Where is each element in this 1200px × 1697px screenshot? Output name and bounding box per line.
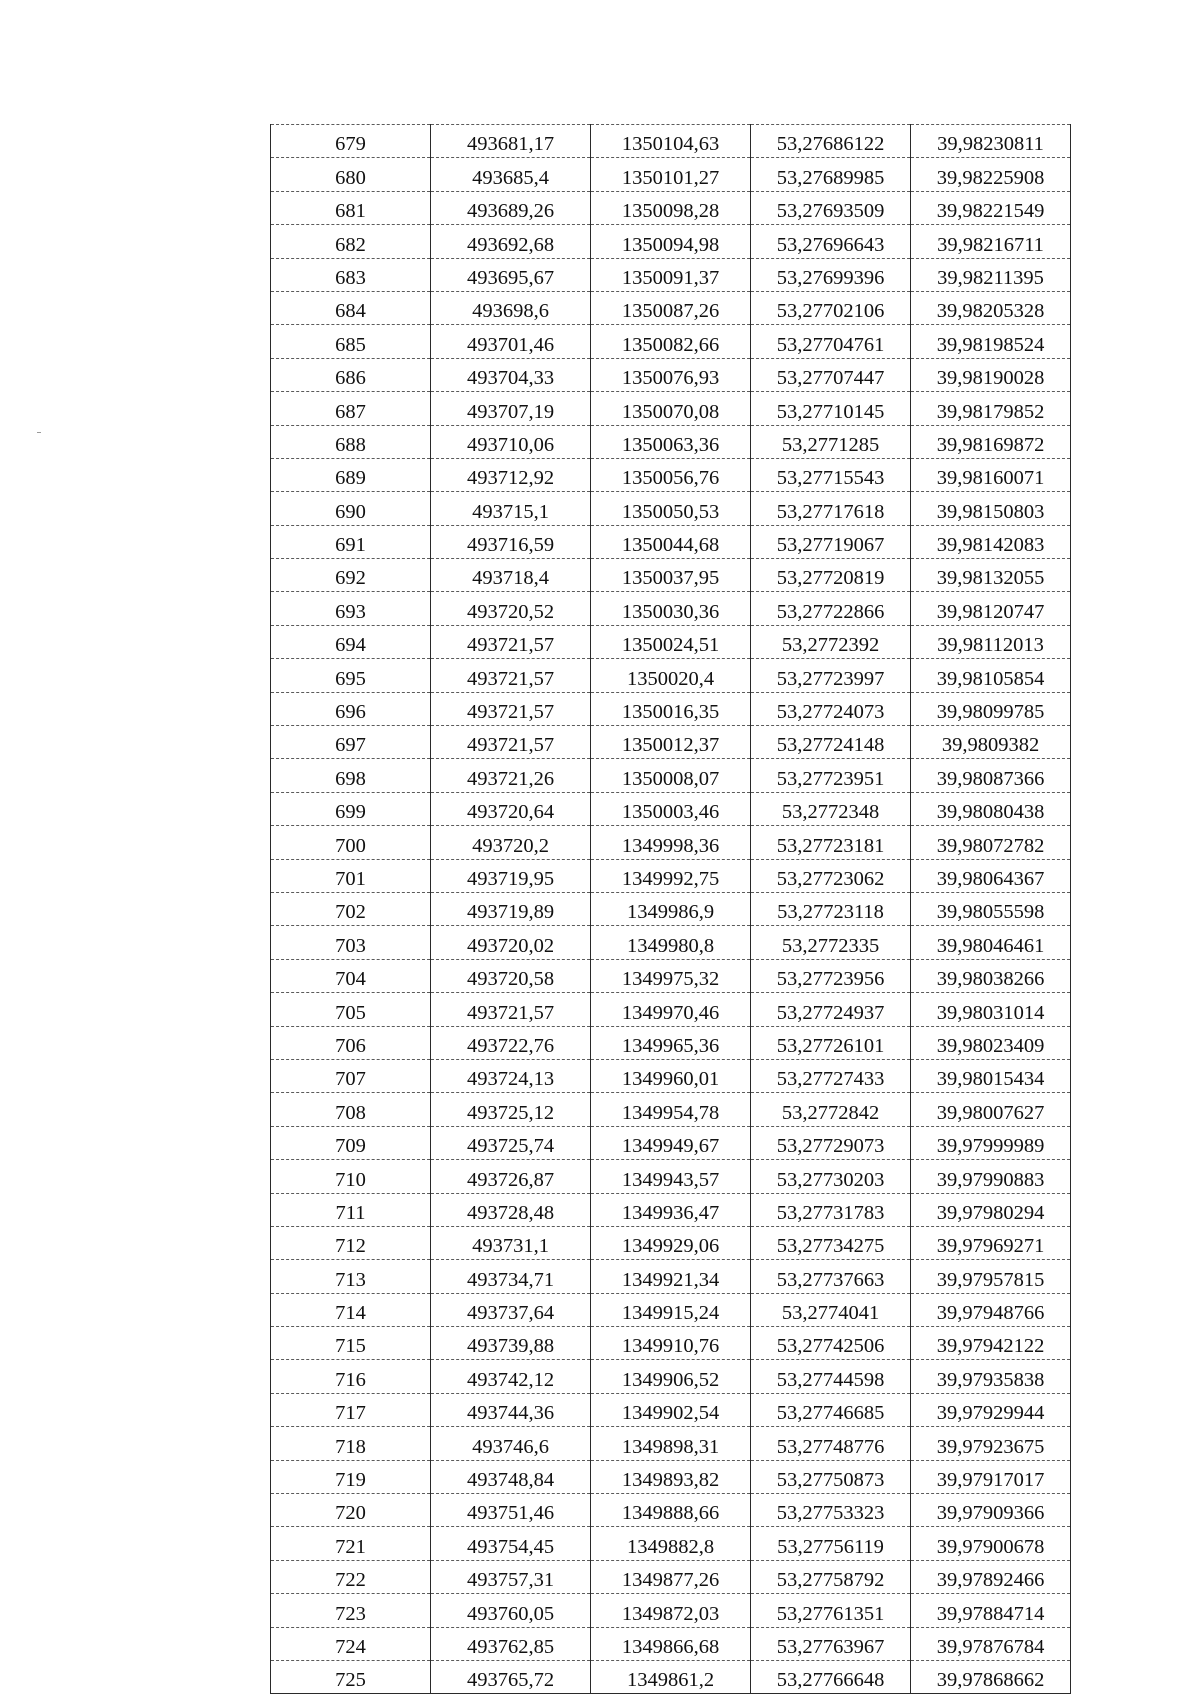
- x-coordinate-cell: 493721,57: [431, 625, 591, 658]
- y-coordinate-cell: 1349949,67: [591, 1126, 751, 1159]
- y-coordinate-cell: 1349929,06: [591, 1226, 751, 1259]
- latitude-cell: 53,27744598: [751, 1360, 911, 1393]
- longitude-cell: 39,98150803: [911, 492, 1071, 525]
- x-coordinate-cell: 493724,13: [431, 1059, 591, 1092]
- point-number-cell: 688: [271, 425, 431, 458]
- table-row: [271, 1193, 1071, 1226]
- latitude-cell: 53,2772335: [751, 926, 911, 959]
- x-coordinate-cell: 493746,6: [431, 1427, 591, 1460]
- latitude-cell: 53,2772842: [751, 1093, 911, 1126]
- latitude-cell: 53,27766648: [751, 1660, 911, 1693]
- latitude-cell: 53,27724073: [751, 692, 911, 725]
- x-coordinate-cell: 493754,45: [431, 1527, 591, 1560]
- latitude-cell: 53,27704761: [751, 325, 911, 358]
- longitude-cell: 39,97999989: [911, 1126, 1071, 1159]
- table-row: [271, 258, 1071, 291]
- longitude-cell: 39,98031014: [911, 993, 1071, 1026]
- point-number-cell: 680: [271, 158, 431, 191]
- y-coordinate-cell: 1349915,24: [591, 1293, 751, 1326]
- table-row: [271, 659, 1071, 692]
- y-coordinate-cell: 1349992,75: [591, 859, 751, 892]
- y-coordinate-cell: 1349986,9: [591, 892, 751, 925]
- longitude-cell: 39,98038266: [911, 959, 1071, 992]
- longitude-cell: 39,9809382: [911, 726, 1071, 759]
- point-number-cell: 697: [271, 726, 431, 759]
- point-number-cell: 714: [271, 1293, 431, 1326]
- point-number-cell: 679: [271, 125, 431, 158]
- point-number-cell: 725: [271, 1660, 431, 1693]
- table-row: [271, 759, 1071, 792]
- x-coordinate-cell: 493692,68: [431, 225, 591, 258]
- longitude-cell: 39,98015434: [911, 1059, 1071, 1092]
- x-coordinate-cell: 493721,57: [431, 692, 591, 725]
- longitude-cell: 39,98205328: [911, 291, 1071, 324]
- longitude-cell: 39,98046461: [911, 926, 1071, 959]
- y-coordinate-cell: 1350050,53: [591, 492, 751, 525]
- table-row: [271, 559, 1071, 592]
- y-coordinate-cell: 1349921,34: [591, 1260, 751, 1293]
- longitude-cell: 39,97868662: [911, 1660, 1071, 1693]
- point-number-cell: 691: [271, 525, 431, 558]
- point-number-cell: 722: [271, 1560, 431, 1593]
- point-number-cell: 720: [271, 1494, 431, 1527]
- point-number-cell: 683: [271, 258, 431, 291]
- x-coordinate-cell: 493721,26: [431, 759, 591, 792]
- y-coordinate-cell: 1350098,28: [591, 191, 751, 224]
- y-coordinate-cell: 1350008,07: [591, 759, 751, 792]
- latitude-cell: 53,27715543: [751, 458, 911, 491]
- coordinates-table: [270, 124, 1071, 1694]
- point-number-cell: 718: [271, 1427, 431, 1460]
- x-coordinate-cell: 493742,12: [431, 1360, 591, 1393]
- y-coordinate-cell: 1349965,36: [591, 1026, 751, 1059]
- x-coordinate-cell: 493720,58: [431, 959, 591, 992]
- point-number-cell: 724: [271, 1627, 431, 1660]
- table-row: [271, 792, 1071, 825]
- x-coordinate-cell: 493734,71: [431, 1260, 591, 1293]
- x-coordinate-cell: 493731,1: [431, 1226, 591, 1259]
- x-coordinate-cell: 493748,84: [431, 1460, 591, 1493]
- table-row: [271, 1594, 1071, 1627]
- x-coordinate-cell: 493757,31: [431, 1560, 591, 1593]
- point-number-cell: 710: [271, 1160, 431, 1193]
- table-row: [271, 125, 1071, 158]
- y-coordinate-cell: 1350037,95: [591, 559, 751, 592]
- x-coordinate-cell: 493704,33: [431, 358, 591, 391]
- point-number-cell: 705: [271, 993, 431, 1026]
- point-number-cell: 715: [271, 1327, 431, 1360]
- x-coordinate-cell: 493685,4: [431, 158, 591, 191]
- point-number-cell: 685: [271, 325, 431, 358]
- y-coordinate-cell: 1350091,37: [591, 258, 751, 291]
- y-coordinate-cell: 1349898,31: [591, 1427, 751, 1460]
- point-number-cell: 692: [271, 559, 431, 592]
- x-coordinate-cell: 493739,88: [431, 1327, 591, 1360]
- longitude-cell: 39,98142083: [911, 525, 1071, 558]
- longitude-cell: 39,98023409: [911, 1026, 1071, 1059]
- latitude-cell: 53,2774041: [751, 1293, 911, 1326]
- y-coordinate-cell: 1350024,51: [591, 625, 751, 658]
- y-coordinate-cell: 1350012,37: [591, 726, 751, 759]
- latitude-cell: 53,27693509: [751, 191, 911, 224]
- x-coordinate-cell: 493721,57: [431, 726, 591, 759]
- point-number-cell: 721: [271, 1527, 431, 1560]
- table-row: [271, 1260, 1071, 1293]
- latitude-cell: 53,27689985: [751, 158, 911, 191]
- table-row: [271, 926, 1071, 959]
- latitude-cell: 53,27719067: [751, 525, 911, 558]
- longitude-cell: 39,98190028: [911, 358, 1071, 391]
- latitude-cell: 53,27723062: [751, 859, 911, 892]
- table-row: [271, 191, 1071, 224]
- y-coordinate-cell: 1349861,2: [591, 1660, 751, 1693]
- longitude-cell: 39,97892466: [911, 1560, 1071, 1593]
- longitude-cell: 39,97917017: [911, 1460, 1071, 1493]
- point-number-cell: 699: [271, 792, 431, 825]
- latitude-cell: 53,27748776: [751, 1427, 911, 1460]
- latitude-cell: 53,27710145: [751, 392, 911, 425]
- y-coordinate-cell: 1349936,47: [591, 1193, 751, 1226]
- latitude-cell: 53,27699396: [751, 258, 911, 291]
- latitude-cell: 53,27723118: [751, 892, 911, 925]
- x-coordinate-cell: 493737,64: [431, 1293, 591, 1326]
- y-coordinate-cell: 1349970,46: [591, 993, 751, 1026]
- latitude-cell: 53,27696643: [751, 225, 911, 258]
- latitude-cell: 53,27731783: [751, 1193, 911, 1226]
- table-row: [271, 392, 1071, 425]
- point-number-cell: 723: [271, 1594, 431, 1627]
- point-number-cell: 696: [271, 692, 431, 725]
- point-number-cell: 695: [271, 659, 431, 692]
- x-coordinate-cell: 493725,74: [431, 1126, 591, 1159]
- table-row: [271, 859, 1071, 892]
- latitude-cell: 53,27761351: [751, 1594, 911, 1627]
- x-coordinate-cell: 493762,85: [431, 1627, 591, 1660]
- y-coordinate-cell: 1349893,82: [591, 1460, 751, 1493]
- x-coordinate-cell: 493720,64: [431, 792, 591, 825]
- y-coordinate-cell: 1349906,52: [591, 1360, 751, 1393]
- point-number-cell: 708: [271, 1093, 431, 1126]
- point-number-cell: 687: [271, 392, 431, 425]
- latitude-cell: 53,27737663: [751, 1260, 911, 1293]
- latitude-cell: 53,27707447: [751, 358, 911, 391]
- y-coordinate-cell: 1349888,66: [591, 1494, 751, 1527]
- table-row: [271, 826, 1071, 859]
- x-coordinate-cell: 493710,06: [431, 425, 591, 458]
- y-coordinate-cell: 1350082,66: [591, 325, 751, 358]
- longitude-cell: 39,97935838: [911, 1360, 1071, 1393]
- y-coordinate-cell: 1349872,03: [591, 1594, 751, 1627]
- x-coordinate-cell: 493716,59: [431, 525, 591, 558]
- latitude-cell: 53,27753323: [751, 1494, 911, 1527]
- y-coordinate-cell: 1350087,26: [591, 291, 751, 324]
- x-coordinate-cell: 493707,19: [431, 392, 591, 425]
- table-row: [271, 1527, 1071, 1560]
- longitude-cell: 39,98160071: [911, 458, 1071, 491]
- x-coordinate-cell: 493715,1: [431, 492, 591, 525]
- x-coordinate-cell: 493720,52: [431, 592, 591, 625]
- longitude-cell: 39,97957815: [911, 1260, 1071, 1293]
- latitude-cell: 53,27717618: [751, 492, 911, 525]
- longitude-cell: 39,98099785: [911, 692, 1071, 725]
- x-coordinate-cell: 493722,76: [431, 1026, 591, 1059]
- latitude-cell: 53,27686122: [751, 125, 911, 158]
- table-row: [271, 525, 1071, 558]
- table-row: [271, 1560, 1071, 1593]
- longitude-cell: 39,98072782: [911, 826, 1071, 859]
- longitude-cell: 39,97990883: [911, 1160, 1071, 1193]
- longitude-cell: 39,98055598: [911, 892, 1071, 925]
- table-row: [271, 1393, 1071, 1426]
- longitude-cell: 39,97923675: [911, 1427, 1071, 1460]
- y-coordinate-cell: 1350063,36: [591, 425, 751, 458]
- point-number-cell: 701: [271, 859, 431, 892]
- x-coordinate-cell: 493760,05: [431, 1594, 591, 1627]
- longitude-cell: 39,98216711: [911, 225, 1071, 258]
- x-coordinate-cell: 493681,17: [431, 125, 591, 158]
- latitude-cell: 53,27726101: [751, 1026, 911, 1059]
- x-coordinate-cell: 493718,4: [431, 559, 591, 592]
- latitude-cell: 53,27722866: [751, 592, 911, 625]
- latitude-cell: 53,27723951: [751, 759, 911, 792]
- y-coordinate-cell: 1349975,32: [591, 959, 751, 992]
- y-coordinate-cell: 1349980,8: [591, 926, 751, 959]
- y-coordinate-cell: 1350030,36: [591, 592, 751, 625]
- table-row: [271, 592, 1071, 625]
- latitude-cell: 53,27723181: [751, 826, 911, 859]
- longitude-cell: 39,97884714: [911, 1594, 1071, 1627]
- longitude-cell: 39,98112013: [911, 625, 1071, 658]
- x-coordinate-cell: 493751,46: [431, 1494, 591, 1527]
- point-number-cell: 706: [271, 1026, 431, 1059]
- longitude-cell: 39,97942122: [911, 1327, 1071, 1360]
- table-row: [271, 1126, 1071, 1159]
- latitude-cell: 53,27742506: [751, 1327, 911, 1360]
- longitude-cell: 39,98105854: [911, 659, 1071, 692]
- longitude-cell: 39,98080438: [911, 792, 1071, 825]
- point-number-cell: 700: [271, 826, 431, 859]
- point-number-cell: 707: [271, 1059, 431, 1092]
- latitude-cell: 53,2772348: [751, 792, 911, 825]
- y-coordinate-cell: 1350076,93: [591, 358, 751, 391]
- coordinates-table-body: [271, 125, 1071, 1694]
- table-row: [271, 358, 1071, 391]
- y-coordinate-cell: 1349943,57: [591, 1160, 751, 1193]
- y-coordinate-cell: 1350003,46: [591, 792, 751, 825]
- longitude-cell: 39,98179852: [911, 392, 1071, 425]
- point-number-cell: 684: [271, 291, 431, 324]
- latitude-cell: 53,27724937: [751, 993, 911, 1026]
- latitude-cell: 53,27746685: [751, 1393, 911, 1426]
- table-row: [271, 1226, 1071, 1259]
- point-number-cell: 709: [271, 1126, 431, 1159]
- y-coordinate-cell: 1349910,76: [591, 1327, 751, 1360]
- longitude-cell: 39,98169872: [911, 425, 1071, 458]
- x-coordinate-cell: 493701,46: [431, 325, 591, 358]
- table-row: [271, 325, 1071, 358]
- table-row: [271, 1660, 1071, 1693]
- longitude-cell: 39,97969271: [911, 1226, 1071, 1259]
- latitude-cell: 53,2772392: [751, 625, 911, 658]
- x-coordinate-cell: 493698,6: [431, 291, 591, 324]
- x-coordinate-cell: 493726,87: [431, 1160, 591, 1193]
- y-coordinate-cell: 1349902,54: [591, 1393, 751, 1426]
- latitude-cell: 53,27720819: [751, 559, 911, 592]
- x-coordinate-cell: 493728,48: [431, 1193, 591, 1226]
- latitude-cell: 53,27756119: [751, 1527, 911, 1560]
- longitude-cell: 39,97948766: [911, 1293, 1071, 1326]
- point-number-cell: 693: [271, 592, 431, 625]
- y-coordinate-cell: 1349998,36: [591, 826, 751, 859]
- y-coordinate-cell: 1349960,01: [591, 1059, 751, 1092]
- x-coordinate-cell: 493721,57: [431, 659, 591, 692]
- table-row: [271, 225, 1071, 258]
- point-number-cell: 689: [271, 458, 431, 491]
- table-row: [271, 1327, 1071, 1360]
- point-number-cell: 698: [271, 759, 431, 792]
- table-row: [271, 692, 1071, 725]
- latitude-cell: 53,27723956: [751, 959, 911, 992]
- latitude-cell: 53,27730203: [751, 1160, 911, 1193]
- table-row: [271, 959, 1071, 992]
- x-coordinate-cell: 493720,02: [431, 926, 591, 959]
- y-coordinate-cell: 1350101,27: [591, 158, 751, 191]
- latitude-cell: 53,27763967: [751, 1627, 911, 1660]
- x-coordinate-cell: 493725,12: [431, 1093, 591, 1126]
- table-row: [271, 726, 1071, 759]
- table-row: [271, 291, 1071, 324]
- table-row: [271, 993, 1071, 1026]
- latitude-cell: 53,27724148: [751, 726, 911, 759]
- table-row: [271, 1093, 1071, 1126]
- table-row: [271, 1427, 1071, 1460]
- point-number-cell: 681: [271, 191, 431, 224]
- longitude-cell: 39,98087366: [911, 759, 1071, 792]
- point-number-cell: 690: [271, 492, 431, 525]
- x-coordinate-cell: 493689,26: [431, 191, 591, 224]
- x-coordinate-cell: 493719,89: [431, 892, 591, 925]
- latitude-cell: 53,2771285: [751, 425, 911, 458]
- longitude-cell: 39,98221549: [911, 191, 1071, 224]
- y-coordinate-cell: 1350056,76: [591, 458, 751, 491]
- y-coordinate-cell: 1350070,08: [591, 392, 751, 425]
- point-number-cell: 682: [271, 225, 431, 258]
- longitude-cell: 39,98230811: [911, 125, 1071, 158]
- point-number-cell: 702: [271, 892, 431, 925]
- longitude-cell: 39,98225908: [911, 158, 1071, 191]
- table-row: [271, 1627, 1071, 1660]
- latitude-cell: 53,27758792: [751, 1560, 911, 1593]
- point-number-cell: 712: [271, 1226, 431, 1259]
- scan-speck: [37, 432, 41, 433]
- y-coordinate-cell: 1349877,26: [591, 1560, 751, 1593]
- table-row: [271, 458, 1071, 491]
- table-row: [271, 1160, 1071, 1193]
- longitude-cell: 39,98132055: [911, 559, 1071, 592]
- table-row: [271, 1494, 1071, 1527]
- latitude-cell: 53,27727433: [751, 1059, 911, 1092]
- x-coordinate-cell: 493744,36: [431, 1393, 591, 1426]
- point-number-cell: 717: [271, 1393, 431, 1426]
- point-number-cell: 713: [271, 1260, 431, 1293]
- x-coordinate-cell: 493765,72: [431, 1660, 591, 1693]
- longitude-cell: 39,97909366: [911, 1494, 1071, 1527]
- latitude-cell: 53,27702106: [751, 291, 911, 324]
- y-coordinate-cell: 1349866,68: [591, 1627, 751, 1660]
- y-coordinate-cell: 1350094,98: [591, 225, 751, 258]
- point-number-cell: 719: [271, 1460, 431, 1493]
- x-coordinate-cell: 493721,57: [431, 993, 591, 1026]
- longitude-cell: 39,97900678: [911, 1527, 1071, 1560]
- x-coordinate-cell: 493720,2: [431, 826, 591, 859]
- y-coordinate-cell: 1350044,68: [591, 525, 751, 558]
- longitude-cell: 39,98007627: [911, 1093, 1071, 1126]
- latitude-cell: 53,27729073: [751, 1126, 911, 1159]
- table-row: [271, 1026, 1071, 1059]
- table-row: [271, 1360, 1071, 1393]
- y-coordinate-cell: 1350104,63: [591, 125, 751, 158]
- longitude-cell: 39,98120747: [911, 592, 1071, 625]
- latitude-cell: 53,27723997: [751, 659, 911, 692]
- table-row: [271, 892, 1071, 925]
- y-coordinate-cell: 1350016,35: [591, 692, 751, 725]
- table-row: [271, 425, 1071, 458]
- longitude-cell: 39,97980294: [911, 1193, 1071, 1226]
- x-coordinate-cell: 493712,92: [431, 458, 591, 491]
- longitude-cell: 39,98198524: [911, 325, 1071, 358]
- x-coordinate-cell: 493719,95: [431, 859, 591, 892]
- table-row: [271, 1460, 1071, 1493]
- point-number-cell: 704: [271, 959, 431, 992]
- table-row: [271, 1059, 1071, 1092]
- y-coordinate-cell: 1349954,78: [591, 1093, 751, 1126]
- latitude-cell: 53,27734275: [751, 1226, 911, 1259]
- table-row: [271, 1293, 1071, 1326]
- table-row: [271, 158, 1071, 191]
- x-coordinate-cell: 493695,67: [431, 258, 591, 291]
- point-number-cell: 716: [271, 1360, 431, 1393]
- longitude-cell: 39,98211395: [911, 258, 1071, 291]
- longitude-cell: 39,97929944: [911, 1393, 1071, 1426]
- longitude-cell: 39,98064367: [911, 859, 1071, 892]
- table-row: [271, 492, 1071, 525]
- latitude-cell: 53,27750873: [751, 1460, 911, 1493]
- longitude-cell: 39,97876784: [911, 1627, 1071, 1660]
- y-coordinate-cell: 1349882,8: [591, 1527, 751, 1560]
- point-number-cell: 703: [271, 926, 431, 959]
- point-number-cell: 686: [271, 358, 431, 391]
- y-coordinate-cell: 1350020,4: [591, 659, 751, 692]
- table-row: [271, 625, 1071, 658]
- point-number-cell: 711: [271, 1193, 431, 1226]
- point-number-cell: 694: [271, 625, 431, 658]
